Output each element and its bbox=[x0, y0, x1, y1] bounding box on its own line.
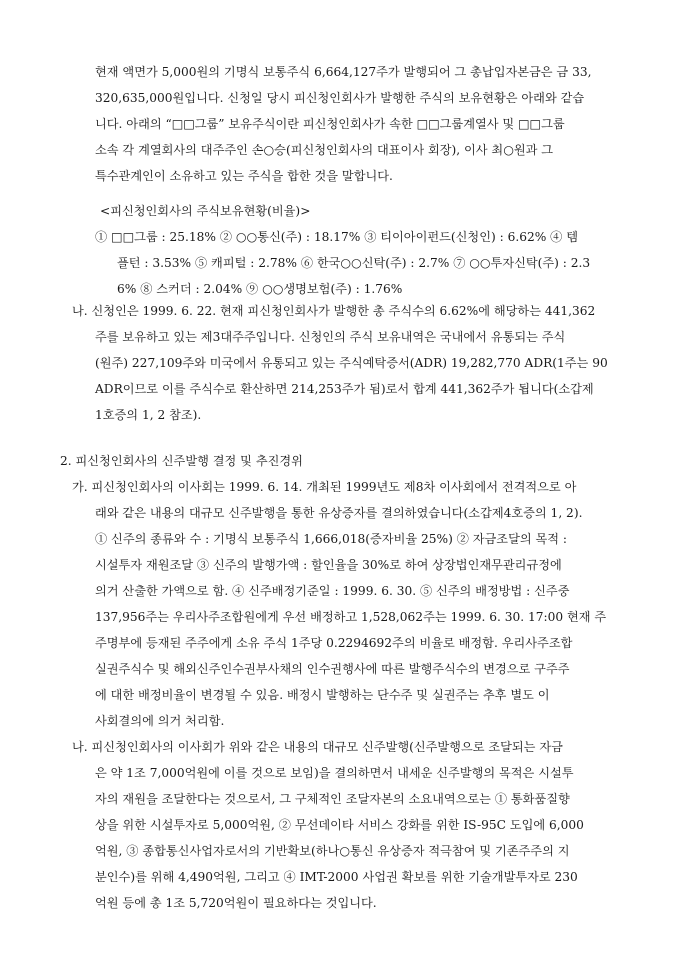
paragraph-line: 1호증의 1, 2 참조). bbox=[95, 408, 202, 422]
paragraph-line: 가. 피신청인회사의 이사회는 1999. 6. 14. 개최된 1999년도 제8차 이사회에서 전격적으로 아 bbox=[72, 480, 577, 494]
holdings-line: 6% ⑧ 스커더 : 2.04% ⑨ ○○생명보험(주) : 1.76% bbox=[117, 282, 403, 296]
paragraph-line: 특수관계인이 소유하고 있는 주식을 합한 것을 말합니다. bbox=[95, 169, 393, 183]
paragraph-line: 상을 위한 시설투자로 5,000억원, ② 무선데이타 서비스 강화를 위한 IS-95C 도입에 6,000 bbox=[95, 818, 584, 832]
paragraph-line: 억원, ③ 종합통신사업자로서의 기반확보(하나○통신 유상증자 적극참여 및 기존주주의 지 bbox=[95, 844, 570, 858]
paragraph-line: 억원 등에 총 1조 5,720억원이 필요하다는 것입니다. bbox=[95, 896, 377, 910]
paragraph-line: 은 약 1조 7,000억원에 이를 것으로 보임)을 결의하면서 내세운 신주발행의 목적은 시설투 bbox=[95, 766, 574, 780]
paragraph-line: ADR이므로 이를 주식수로 환산하면 214,253주가 됨)로서 합계 441,362주가 됩니다(소갑제 bbox=[95, 382, 594, 396]
section-heading: 2. 피신청인회사의 신주발행 결정 및 추진경위 bbox=[60, 454, 303, 468]
paragraph-line: 자의 재원을 조달한다는 것으로서, 그 구체적인 조달자본의 소요내역으로는 ① 통화품질향 bbox=[95, 792, 570, 806]
paragraph-line: 현재 액면가 5,000원의 기명식 보통주식 6,664,127주가 발행되어 그 총납입자본금은 금 33, bbox=[95, 65, 592, 79]
paragraph-line: 시설투자 재원조달 ③ 신주의 발행가액 : 할인율을 30%로 하여 상장법인재무관리규정에 bbox=[95, 558, 562, 572]
paragraph-line: 의거 산출한 가액으로 함. ④ 신주배정기준일 : 1999. 6. 30. ⑤ 신주의 배정방법 : 신주중 bbox=[95, 584, 570, 598]
paragraph-line: (원주) 227,109주와 미국에서 유통되고 있는 주식예탁증서(ADR) 19,282,770 ADR(1주는 90 bbox=[95, 356, 608, 370]
paragraph-line: 니다. 아래의 “□□그룹” 보유주식이란 피신청인회사가 속한 □□그룹계열사 및 □□그룹 bbox=[95, 117, 565, 131]
paragraph-line: 래와 같은 내용의 대규모 신주발행을 통한 유상증자를 결의하였습니다(소갑제4호증의 1, 2). bbox=[95, 506, 583, 520]
paragraph-line: ① 신주의 종류와 수 : 기명식 보통주식 1,666,018(증자비율 25%) ② 자금조달의 목적 : bbox=[95, 532, 568, 546]
paragraph-line: 주를 보유하고 있는 제3대주주입니다. 신청인의 주식 보유내역은 국내에서 유통되는 주식 bbox=[95, 330, 566, 344]
paragraph-line: 에 대한 배정비율이 변경될 수 있음. 배정시 발행하는 단수주 및 실권주는 추후 별도 이 bbox=[95, 688, 550, 702]
holdings-title: <피신청인회사의 주식보유현황(비율)> bbox=[100, 204, 311, 218]
paragraph-line: 실권주식수 및 해외신주인수권부사채의 인수권행사에 따른 발행주식수의 변경으로 구주주 bbox=[95, 662, 570, 676]
paragraph-line: 320,635,000원입니다. 신청일 당시 피신청인회사가 발행한 주식의 보유현황은 아래와 같습 bbox=[95, 91, 585, 105]
paragraph-line: 나. 신청인은 1999. 6. 22. 현재 피신청인회사가 발행한 총 주식수의 6.62%에 해당하는 441,362 bbox=[72, 304, 596, 318]
paragraph-line: 분인수)를 위해 4,490억원, 그리고 ④ IMT-2000 사업권 확보를 위한 기술개발투자로 230 bbox=[95, 870, 578, 884]
paragraph-line: 소속 각 계열회사의 대주주인 손○승(피신청인회사의 대표이사 회장), 이사 최○원과 그 bbox=[95, 143, 554, 157]
holdings-line: 플턴 : 3.53% ⑤ 캐피털 : 2.78% ⑥ 한국○○신탁(주) : 2.7% ⑦ ○○투자신탁(주) : 2.3 bbox=[117, 256, 591, 270]
holdings-line: ① □□그룹 : 25.18% ② ○○통신(주) : 18.17% ③ 티이아이펀드(신청인) : 6.62% ④ 템 bbox=[95, 230, 579, 244]
paragraph-line: 사회결의에 의거 처리함. bbox=[95, 714, 225, 728]
paragraph-line: 137,956주는 우리사주조합원에게 우선 배정하고 1,528,062주는 1999. 6. 30. 17:00 현재 주 bbox=[95, 610, 607, 624]
paragraph-line: 나. 피신청인회사의 이사회가 위와 같은 내용의 대규모 신주발행(신주발행으로 조달되는 자금 bbox=[72, 740, 563, 754]
paragraph-line: 주명부에 등재된 주주에게 소유 주식 1주당 0.2294692주의 비율로 배정함. 우리사주조합 bbox=[95, 636, 573, 650]
